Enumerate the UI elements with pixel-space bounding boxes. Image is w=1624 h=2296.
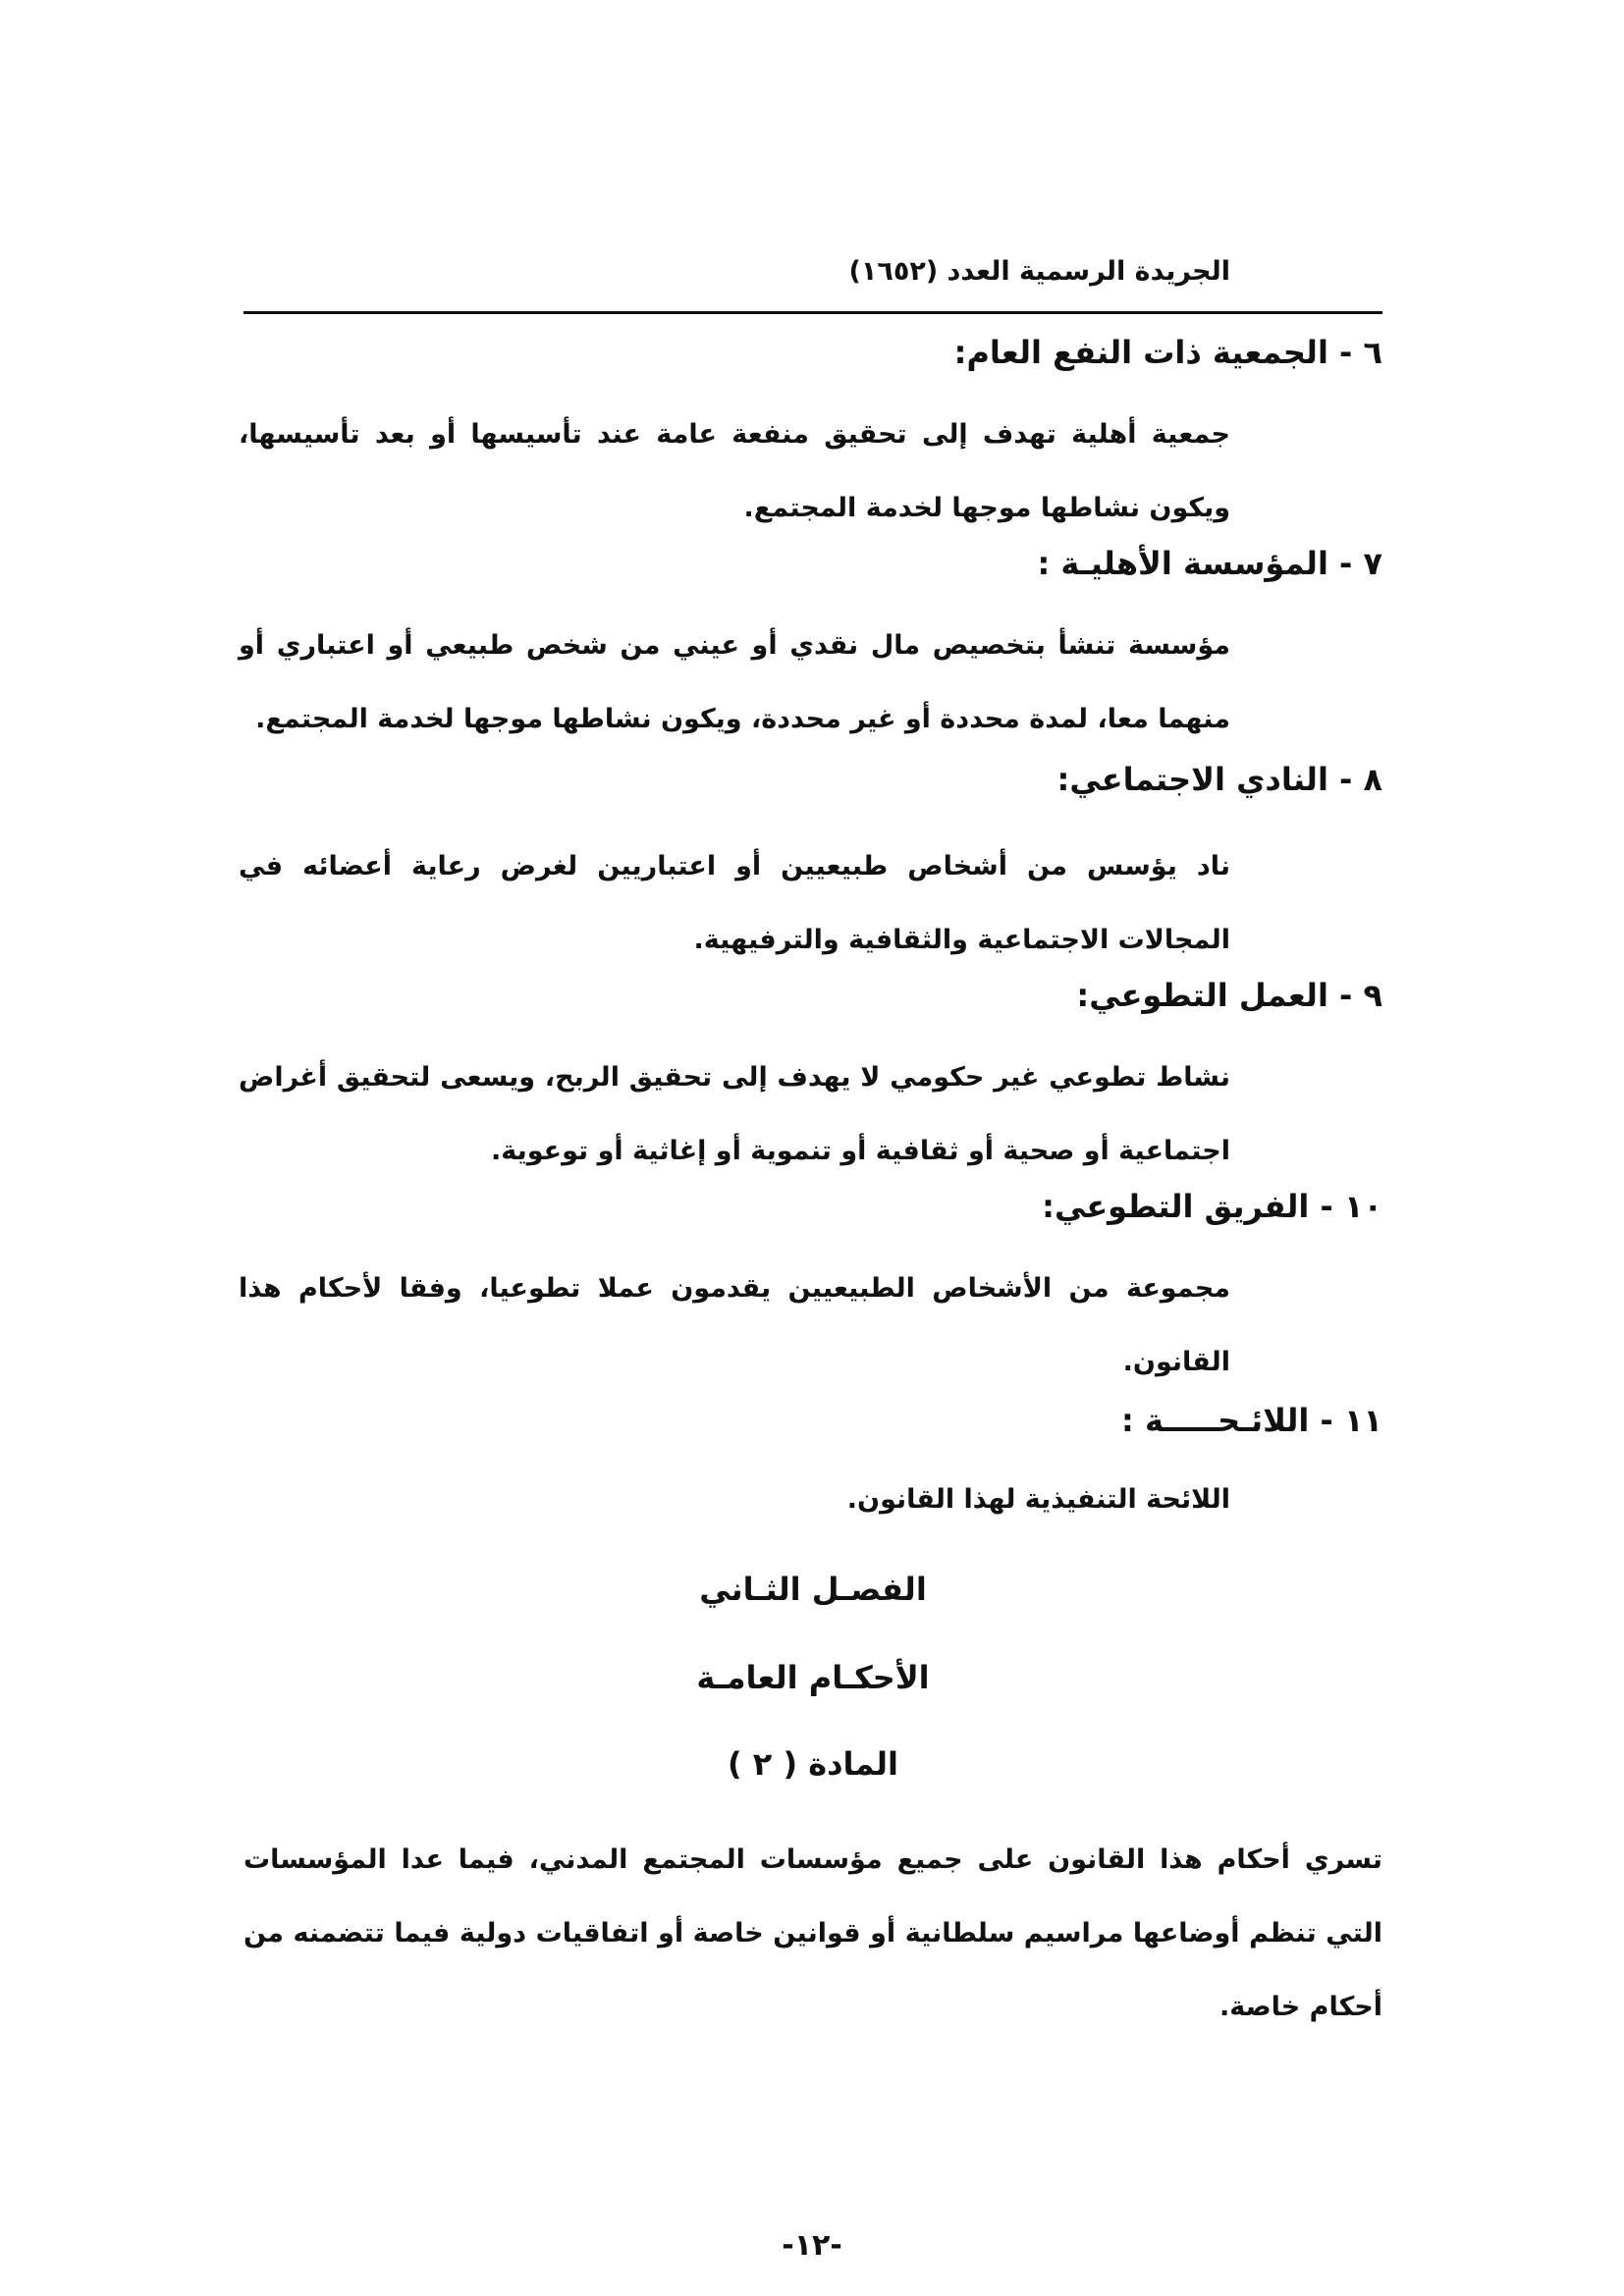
definition-body-7: مؤسسة تنشأ بتخصيص مال نقدي أو عيني من شخص طبيعي أو اعتباري أو منهما معا، لمدة محددة أو غير محددة، ويكون نشاطها موجها لخدمة المجتمع.: [239, 630, 1230, 734]
chapter-subtitle: الأحكـام العامـة: [696, 1659, 930, 1696]
article-body: تسري أحكام هذا القانون على جميع مؤسسات المجتمع المدني، فيما عدا المؤسسات التي تنظم أوضاعها مراسيم سلطانية أو قوانين خاصة أو اتفاقيات دولية فيما تتضمنه من أحكام خاصة.: [244, 1844, 1382, 2022]
definition-heading-8: ٨ - النادي الاجتماعي:: [1056, 761, 1382, 798]
definition-body-9: نشاط تطوعي غير حكومي لا يهدف إلى تحقيق الربح، ويسعى لتحقيق أغراض اجتماعية أو صحية أو ثقافية أو تنموية أو إغاثية أو توعوية.: [239, 1062, 1230, 1166]
definition-heading-7: ٧ - المؤسسة الأهليـة :: [1037, 545, 1382, 582]
definition-heading-10: ١٠ - الفريق التطوعي:: [1042, 1188, 1382, 1225]
gazette-title: الجريدة الرسمية العدد (١٦٥٢): [848, 256, 1230, 287]
definition-body-11: اللائحة التنفيذية لهذا القانون.: [846, 1484, 1230, 1515]
definition-body-10: مجموعة من الأشخاص الطبيعيين يقدمون عملا تطوعيا، وفقا لأحكام هذا القانون.: [239, 1273, 1230, 1377]
chapter-title: الفصـل الثـاني: [699, 1571, 927, 1608]
page-header: [244, 250, 1382, 314]
definition-body-8: ناد يؤسس من أشخاص طبيعيين أو اعتباريين لغرض رعاية أعضائه في المجالات الاجتماعية والثقافية والترفيهية.: [239, 851, 1230, 955]
page-number: -١٢-: [782, 2228, 842, 2263]
definition-heading-6: ٦ - الجمعية ذات النفع العام:: [953, 334, 1382, 371]
article-title: المادة ( ٢ ): [728, 1745, 898, 1783]
definition-heading-9: ٩ - العمل التطوعي:: [1076, 977, 1382, 1014]
definition-body-6: جمعية أهلية تهدف إلى تحقيق منفعة عامة عند تأسيسها أو بعد تأسيسها، ويكون نشاطها موجها لخدمة المجتمع.: [239, 419, 1230, 523]
definition-heading-11: ١١ - اللائـحـــــة :: [1121, 1402, 1382, 1439]
